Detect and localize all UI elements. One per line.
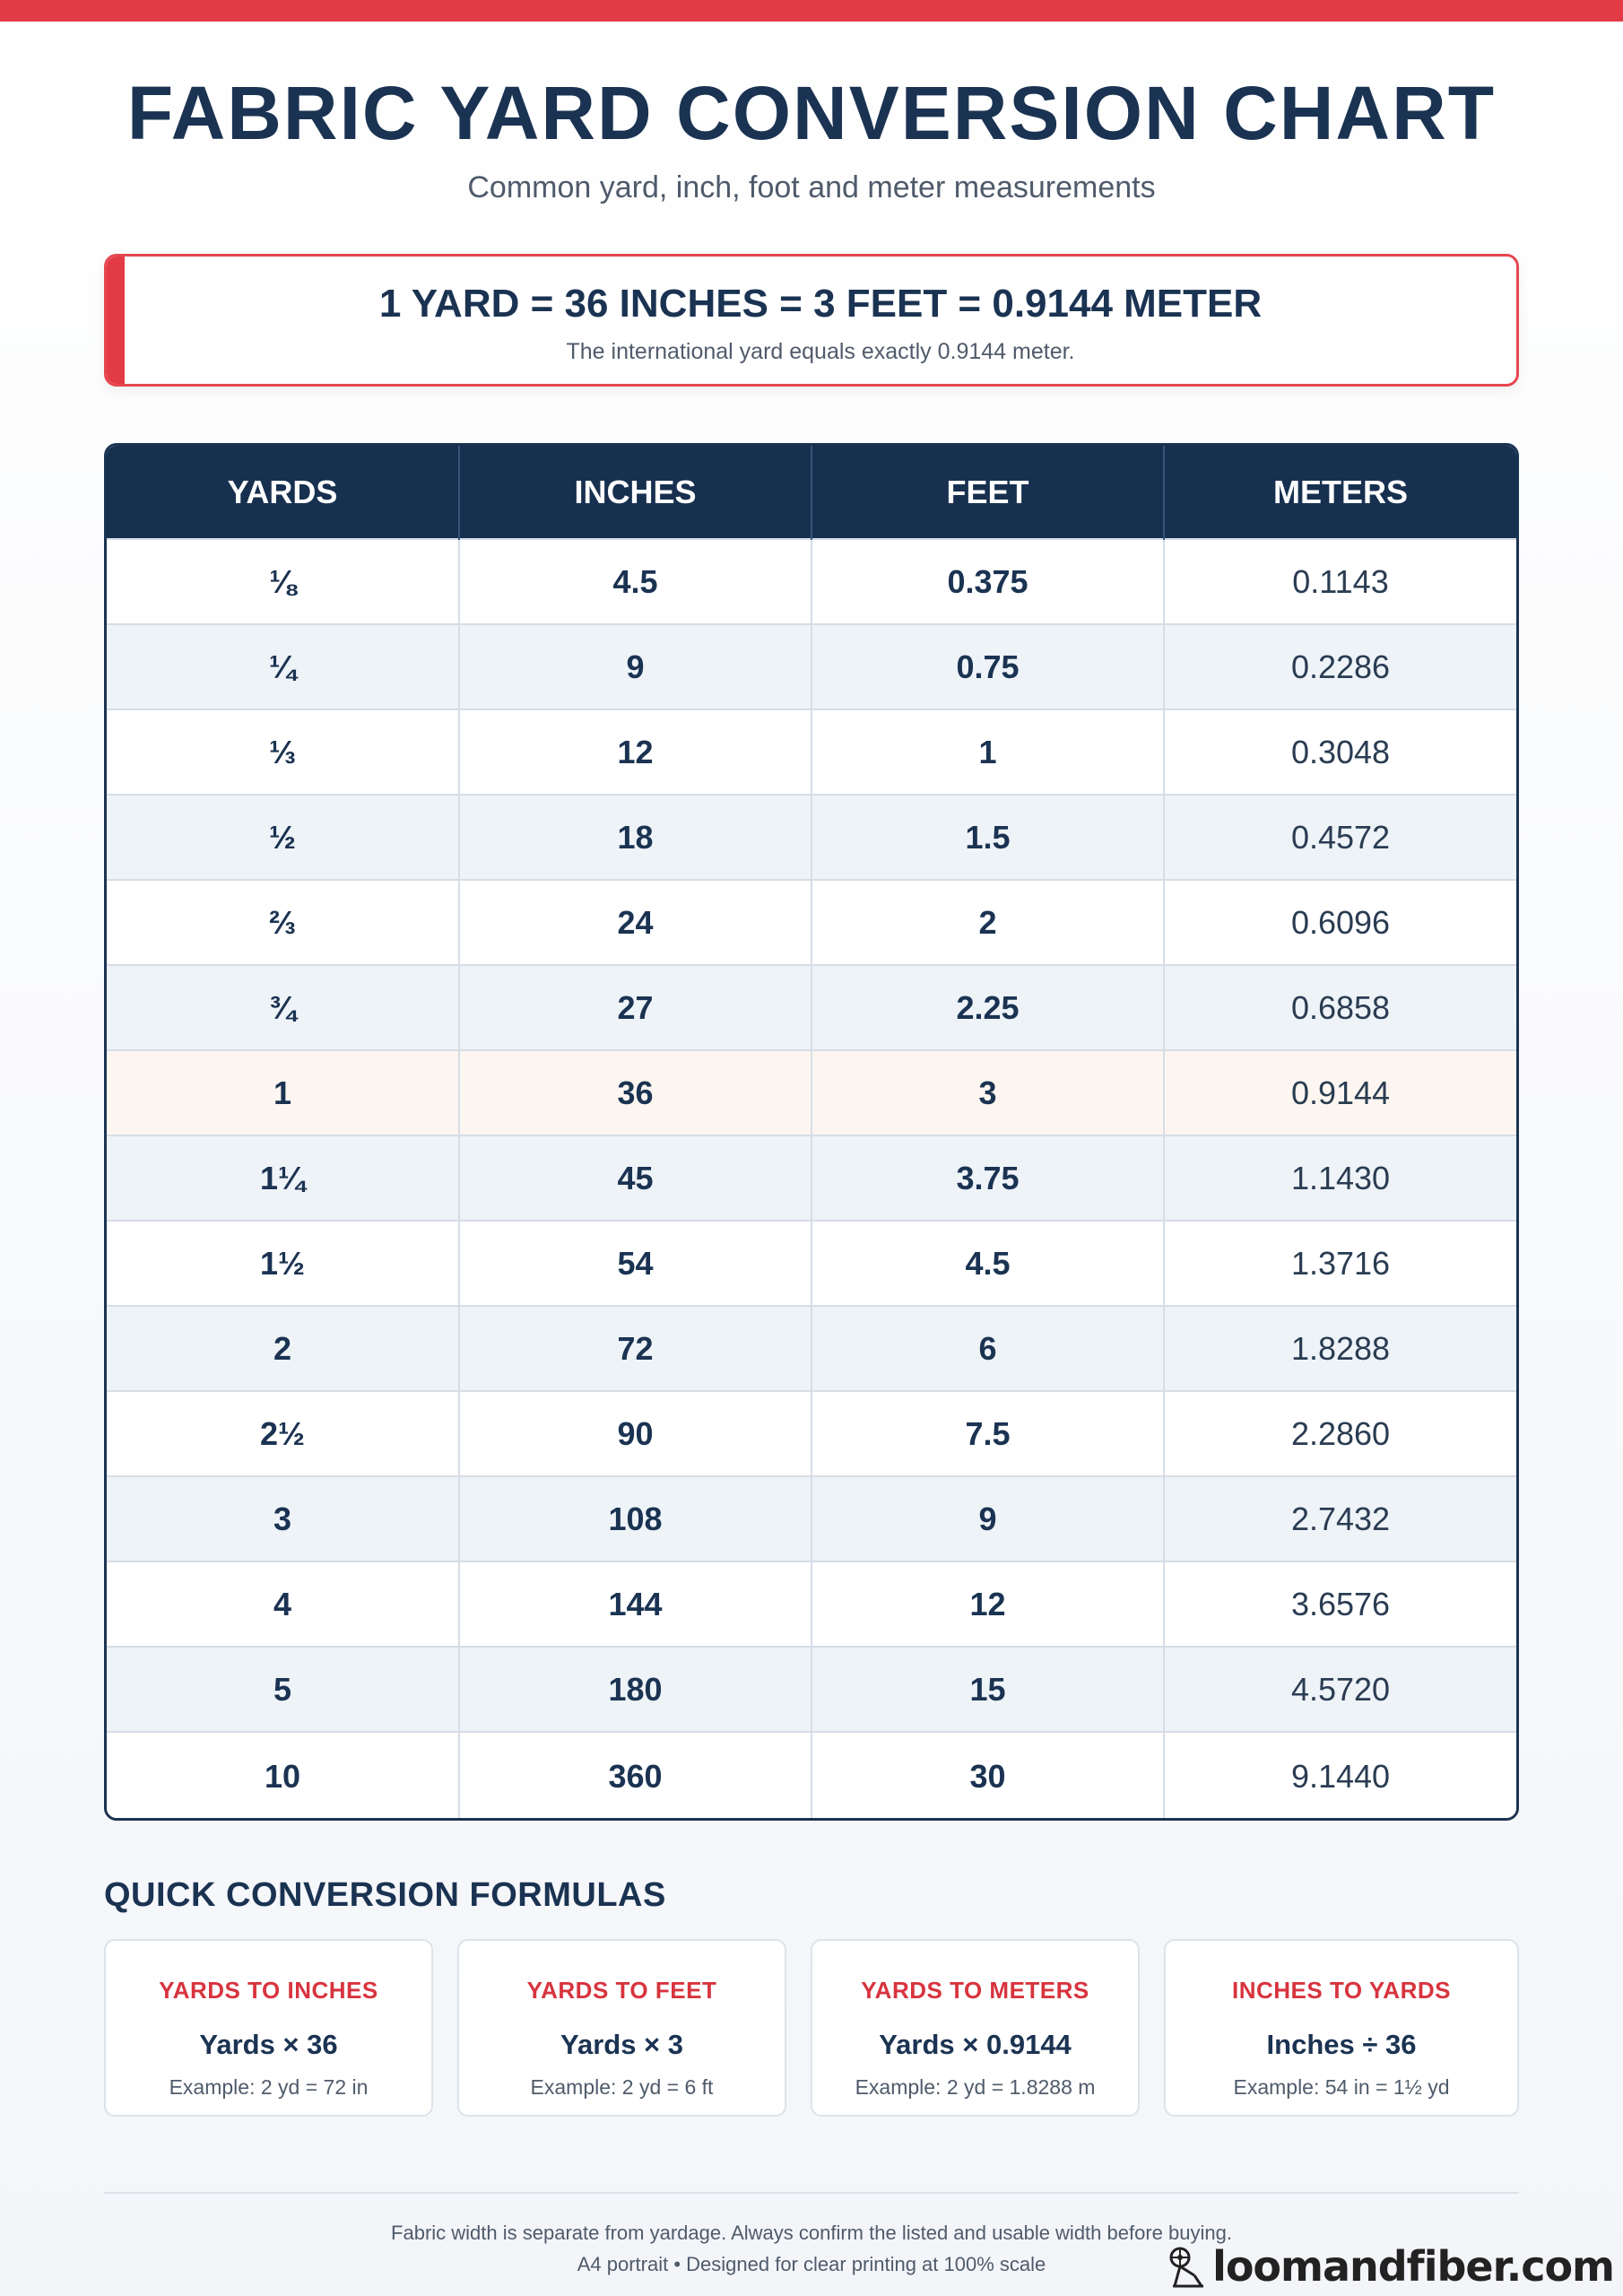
formula-expression: Yards × 0.9144: [879, 2029, 1072, 2060]
cell-meters: 1.1430: [1164, 1135, 1516, 1221]
footer-note: Fabric width is separate from yardage. Always confirm the listed and usable width before buying.: [391, 2222, 1232, 2244]
cell-meters: 1.8288: [1164, 1306, 1516, 1391]
page-subtitle: Common yard, inch, foot and meter measurements: [467, 170, 1156, 204]
key-conversion-callout: [104, 254, 1519, 387]
column-header-feet: FEET: [812, 446, 1164, 539]
formula-expression: Inches ÷ 36: [1266, 2029, 1417, 2060]
cell-feet: 4.5: [812, 1221, 1164, 1306]
cell-inches: 144: [459, 1561, 812, 1647]
table-row: [107, 880, 1516, 965]
formula-expression: Yards × 3: [560, 2029, 684, 2060]
cell-meters: 0.6858: [1164, 965, 1516, 1050]
formula-example: Example: 2 yd = 6 ft: [530, 2075, 714, 2099]
cell-yards: ⅔: [107, 880, 459, 965]
cell-meters: 0.2286: [1164, 624, 1516, 709]
cell-inches: 45: [459, 1135, 812, 1221]
table-row: [107, 1050, 1516, 1135]
formula-label: INCHES TO YARDS: [1232, 1977, 1451, 2004]
cell-inches: 108: [459, 1476, 812, 1561]
table-row: [107, 1476, 1516, 1561]
table-row: [107, 1135, 1516, 1221]
formula-card-yards-to-meters: [811, 1939, 1140, 2117]
conversion-table: [104, 443, 1519, 1821]
table-row: [107, 539, 1516, 624]
cell-meters: 9.1440: [1164, 1732, 1516, 1821]
cell-yards: 4: [107, 1561, 459, 1647]
table-row: [107, 1561, 1516, 1647]
cell-yards: ¼: [107, 624, 459, 709]
callout-main-text: 1 YARD = 36 INCHES = 3 FEET = 0.9144 METER: [378, 282, 1263, 326]
formula-label: YARDS TO FEET: [526, 1977, 717, 2004]
cell-feet: 2: [812, 880, 1164, 965]
cell-yards: 3: [107, 1476, 459, 1561]
cell-meters: 2.2860: [1164, 1391, 1516, 1476]
cell-yards: 1½: [107, 1221, 459, 1306]
formula-card-yards-to-inches: [104, 1939, 433, 2117]
cell-inches: 90: [459, 1391, 812, 1476]
cell-feet: 3: [812, 1050, 1164, 1135]
formula-label: YARDS TO METERS: [861, 1977, 1089, 2004]
table-row: [107, 1732, 1516, 1821]
cell-yards: ⅓: [107, 709, 459, 795]
cell-yards: ⅛: [107, 539, 459, 624]
cell-inches: 54: [459, 1221, 812, 1306]
formula-example: Example: 2 yd = 72 in: [169, 2075, 369, 2099]
table-row: [107, 624, 1516, 709]
cell-inches: 36: [459, 1050, 812, 1135]
cell-feet: 9: [812, 1476, 1164, 1561]
cell-yards: 1: [107, 1050, 459, 1135]
cell-feet: 2.25: [812, 965, 1164, 1050]
cell-meters: 0.6096: [1164, 880, 1516, 965]
cell-feet: 3.75: [812, 1135, 1164, 1221]
cell-inches: 4.5: [459, 539, 812, 624]
table-row: [107, 1391, 1516, 1476]
cell-feet: 7.5: [812, 1391, 1164, 1476]
cell-yards: ¾: [107, 965, 459, 1050]
formula-example: Example: 54 in = 1½ yd: [1233, 2075, 1450, 2099]
formula-expression: Yards × 36: [199, 2029, 338, 2060]
cell-meters: 2.7432: [1164, 1476, 1516, 1561]
formula-example: Example: 2 yd = 1.8288 m: [855, 2075, 1096, 2099]
column-header-inches: INCHES: [459, 446, 812, 539]
cell-inches: 360: [459, 1732, 812, 1821]
cell-inches: 72: [459, 1306, 812, 1391]
page-title: FABRIC YARD CONVERSION CHART: [126, 71, 1497, 155]
cell-yards: 10: [107, 1732, 459, 1821]
formula-card-inches-to-yards: [1164, 1939, 1519, 2117]
cell-feet: 15: [812, 1647, 1164, 1732]
table-row: [107, 1306, 1516, 1391]
top-accent-bar: [0, 0, 1623, 22]
brand-text: loomandfiber.com: [1212, 2242, 1614, 2291]
table-header-row: [107, 446, 1516, 539]
cell-inches: 12: [459, 709, 812, 795]
table-row: [107, 1221, 1516, 1306]
cell-yards: ½: [107, 795, 459, 880]
cell-meters: 4.5720: [1164, 1647, 1516, 1732]
cell-yards: 5: [107, 1647, 459, 1732]
cell-meters: 0.4572: [1164, 795, 1516, 880]
cell-meters: 0.1143: [1164, 539, 1516, 624]
formula-card-yards-to-feet: [457, 1939, 786, 2117]
cell-meters: 0.3048: [1164, 709, 1516, 795]
cell-inches: 27: [459, 965, 812, 1050]
spinning-wheel-icon: [1167, 2245, 1209, 2288]
cell-meters: 1.3716: [1164, 1221, 1516, 1306]
table-row: [107, 795, 1516, 880]
table-row: [107, 965, 1516, 1050]
cell-feet: 1.5: [812, 795, 1164, 880]
brand-watermark: [1167, 2242, 1614, 2291]
column-header-yards: YARDS: [107, 446, 459, 539]
column-header-meters: METERS: [1272, 473, 1408, 510]
cell-inches: 9: [459, 624, 812, 709]
cell-yards: 2½: [107, 1391, 459, 1476]
cell-yards: 2: [107, 1306, 459, 1391]
cell-feet: 0.75: [812, 624, 1164, 709]
cell-inches: 180: [459, 1647, 812, 1732]
cell-inches: 24: [459, 880, 812, 965]
table-row: [107, 709, 1516, 795]
table-row: [107, 1647, 1516, 1732]
cell-inches: 18: [459, 795, 812, 880]
cell-meters: 3.6576: [1164, 1561, 1516, 1647]
formula-label: YARDS TO INCHES: [159, 1977, 378, 2004]
callout-accent-bar: [107, 257, 125, 384]
footer-print-note: A4 portrait • Designed for clear printing at 100% scale: [577, 2253, 1046, 2275]
cell-feet: 30: [812, 1732, 1164, 1821]
cell-feet: 6: [812, 1306, 1164, 1391]
callout-note: The international yard equals exactly 0.9144 meter.: [566, 339, 1075, 364]
cell-meters: 0.9144: [1164, 1050, 1516, 1135]
formulas-heading: QUICK CONVERSION FORMULAS: [104, 1876, 666, 1914]
cell-feet: 0.375: [812, 539, 1164, 624]
cell-yards: 1¼: [107, 1135, 459, 1221]
cell-feet: 12: [812, 1561, 1164, 1647]
cell-feet: 1: [812, 709, 1164, 795]
footer-divider: [104, 2192, 1519, 2194]
